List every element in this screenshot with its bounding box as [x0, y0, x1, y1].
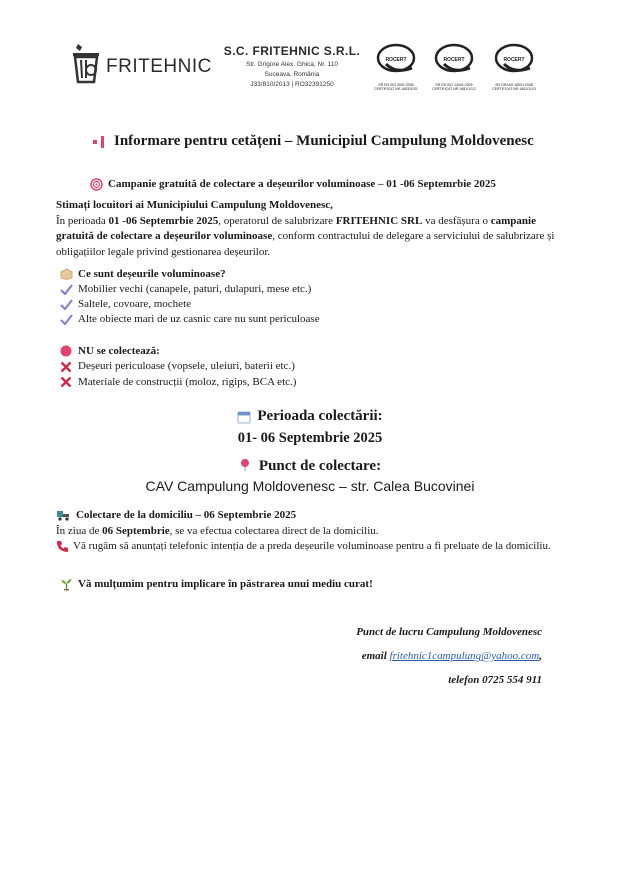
rejected-heading-text: NU se colectează:	[78, 345, 160, 357]
period-value: 01- 06 Septembrie 2025	[237, 430, 383, 446]
email-label: email	[361, 650, 387, 662]
home-text: Vă rugăm să anunțați telefonic intenția de a preda deșeurile voluminoase pentru a fi preluate de la domiciliu.	[73, 540, 551, 552]
intro-date: 01 -06 Septemrbie 2025	[108, 214, 219, 227]
home-text: În ziua de	[56, 524, 103, 537]
home-collection-line2	[56, 539, 576, 555]
cert-brand: ROCERT	[503, 57, 525, 63]
list-item-text: Saltele, covoare, mochete	[78, 298, 192, 311]
rocert-seal-icon	[492, 42, 536, 78]
company-block	[222, 44, 362, 88]
check-icon	[60, 284, 73, 295]
cross-icon	[60, 361, 72, 373]
list-item	[60, 313, 320, 325]
calendar-icon	[237, 410, 251, 424]
collection-point-value: CAV Campulung Moldovenesc – str. Calea Bucovinei	[145, 478, 475, 494]
company-name: S.C. FRITEHNIC S.R.L.	[223, 44, 361, 58]
rocert-seal-icon	[374, 42, 418, 78]
red-circle-icon	[60, 345, 72, 357]
pin-icon	[239, 458, 251, 472]
target-icon	[90, 178, 103, 191]
cert-brand: ROCERT	[443, 57, 465, 63]
list-item	[60, 360, 296, 372]
list-item-text: Alte obiecte mari de uz casnic care nu sunt periculoase	[78, 313, 320, 326]
megaphone-icon	[92, 135, 108, 149]
greeting: Stimați locuitori ai Municipiului Campulung Moldovenesc,	[56, 199, 333, 211]
logo-text: FRITEHNIC	[106, 56, 212, 77]
campaign-name: campanie gratuită de colectare a deșeurilor voluminoase	[56, 214, 536, 242]
thanks-message	[60, 578, 373, 591]
subtitle-text: Campanie gratuită de colectare a deșeurilor voluminoase – 01 -06 Septemrbie 2025	[108, 178, 496, 191]
accepted-heading-text: Ce sunt deșeurile voluminoase?	[78, 268, 226, 280]
list-item	[60, 376, 296, 388]
list-item-text: Materiale de construcții (moloz, rigips, BCA etc.)	[78, 375, 297, 388]
cert-standard: SR OHSAS 18001:2008	[495, 83, 533, 87]
signature-office: Punct de lucru Campulung Moldovenesc	[356, 626, 542, 638]
cert-brand: ROCERT	[385, 57, 407, 63]
seedling-icon	[60, 578, 73, 591]
list-item	[60, 298, 320, 310]
certification-badge	[426, 42, 482, 92]
email-link[interactable]: fritehnic1campulung@yahoo.com	[389, 650, 540, 662]
home-date: 06 Septembrie	[102, 524, 170, 537]
phone-icon	[56, 540, 69, 553]
company-logo	[70, 42, 220, 84]
cross-icon	[60, 376, 72, 388]
cert-standard: SR EN ISO 9001:2008	[378, 83, 414, 87]
intro-paragraph	[56, 198, 576, 260]
box-icon	[60, 268, 73, 280]
intro-text: , conform contractului de delegare a serviciului de salubrizare și obligațiilor legale privind gestionarea deșeurilor.	[56, 230, 555, 258]
signature-phone: telefon 0725 554 911	[448, 674, 542, 686]
collection-point-heading-text: Punct de colectare:	[258, 458, 382, 474]
check-icon	[60, 314, 73, 325]
cert-number: CERTIFICAT NR.1683/3/3/1	[374, 87, 418, 91]
operator-name: FRITEHNIC SRL	[335, 214, 423, 227]
certification-badge	[486, 42, 542, 92]
page-title	[92, 133, 534, 150]
certification-badge	[368, 42, 424, 92]
rejected-list	[60, 345, 296, 388]
intro-text: În perioada	[56, 214, 109, 227]
accepted-list	[60, 268, 320, 325]
period-heading-text: Perioada colectării:	[257, 408, 383, 424]
list-item	[60, 283, 320, 295]
intro-text: , operatorul de salubrizare	[218, 214, 336, 227]
accepted-heading	[60, 268, 320, 280]
cert-number: CERTIFICAT NR.1681/1/1/3	[492, 87, 536, 91]
home-collection-line1	[56, 524, 576, 540]
cert-standard: SR EN ISO 14001:2005	[435, 83, 473, 87]
company-address-2: Suceava, România	[264, 71, 320, 78]
rejected-heading	[60, 345, 296, 357]
thanks-text: Vă mulțumim pentru implicare în păstrarea unui mediu curat!	[78, 578, 373, 591]
truck-icon	[56, 510, 72, 521]
list-item-text: Deșeuri periculoase (vopsele, uleiuri, baterii etc.)	[78, 360, 295, 373]
home-collection-heading-text: Colectare de la domiciliu – 06 Septembrie 2025	[76, 509, 297, 521]
campaign-subtitle	[90, 178, 496, 191]
home-collection-heading	[56, 508, 576, 524]
company-registry: J33/810/2013 | RO32391250	[250, 81, 334, 88]
rocert-seal-icon	[432, 42, 476, 78]
title-text: Informare pentru cetățeni – Municipiul Campulung Moldovenesc	[114, 133, 534, 149]
check-icon	[60, 299, 73, 310]
home-collection-section	[56, 508, 576, 555]
company-address-1: Str. Grigore Alex. Ghica, Nr. 110	[245, 61, 338, 68]
signature-email-line: email fritehnic1campulung@yahoo.com,	[361, 650, 542, 662]
recycle-bin-logo-icon	[70, 42, 104, 84]
home-text: , se va efectua colectarea direct de la domiciliu.	[169, 524, 379, 537]
cert-number: CERTIFICAT NR.1681/1/1/2	[432, 87, 476, 91]
list-item-text: Mobilier vechi (canapele, paturi, dulapuri, mese etc.)	[78, 283, 312, 296]
collection-point-heading	[0, 458, 620, 475]
period-heading	[0, 408, 620, 425]
intro-text: va desfășura o	[422, 214, 491, 227]
